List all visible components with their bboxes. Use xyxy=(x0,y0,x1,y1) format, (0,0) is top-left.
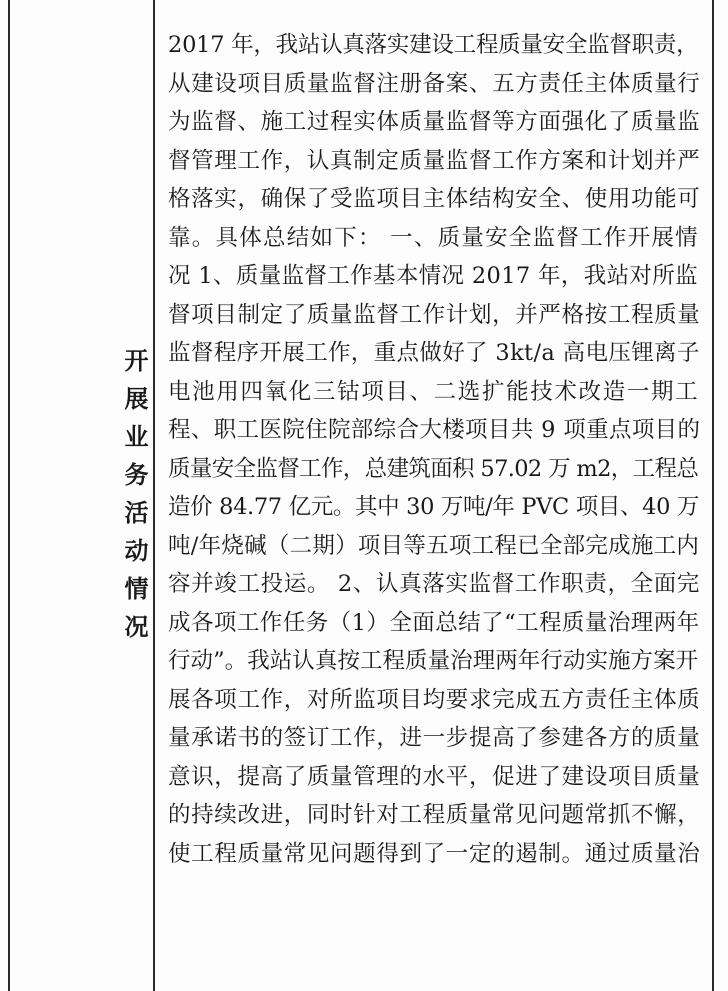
content-cell xyxy=(155,0,712,991)
text-line: 质量安全监督工作，总建筑面积 57.02 万 m2，工程总 xyxy=(168,455,699,482)
text-line: 造价 84.77 亿元。其中 30 万吨/年 PVC 项目、40 万 xyxy=(168,494,700,520)
text-line: 电池用四氧化三钴项目、二选扩能技术改造一期工 xyxy=(168,378,700,405)
text-line: 吨/年烧碱（二期）项目等五项工程已全部完成施工内 xyxy=(168,532,700,559)
text-line: 况 1、质量监督工作基本情况 2017 年，我站对所监 xyxy=(168,263,698,289)
label-cell xyxy=(10,0,155,991)
text-line: 为监督、施工过程实体质量监督等方面强化了质量监 xyxy=(168,109,701,135)
text-line: 容并竣工投运。 2、认真落实监督工作职责，全面完 xyxy=(168,571,701,597)
text-line: 格落实，确保了受监项目主体结构安全、使用功能可 xyxy=(168,186,701,212)
text-line: 成各项工作任务（1）全面总结了“工程质量治理两年 xyxy=(168,609,700,636)
form-table xyxy=(8,0,714,991)
text-line: 意识，提高了质量管理的水平，促进了建设项目质量 xyxy=(168,763,701,790)
text-line: 2017 年，我站认真落实建设工程质量安全监督职责， xyxy=(168,32,699,58)
text-line: 的持续改进，同时针对工程质量常见问题常抓不懈， xyxy=(168,802,701,828)
text-line: 量承诺书的签订工作，进一步提高了参建各方的质量 xyxy=(168,725,701,751)
text-line: 使工程质量常见问题得到了一定的遏制。通过质量治 xyxy=(168,840,701,867)
text-line: 靠。具体总结如下： 一、质量安全监督工作开展情 xyxy=(168,224,699,251)
text-line: 程、职工医院住院部综合大楼项目共 9 项重点项目的 xyxy=(168,417,701,443)
text-line: 从建设项目质量监督注册备案、五方责任主体质量行 xyxy=(168,70,701,97)
text-line: 督项目制定了质量监督工作计划，并严格按工程质量 xyxy=(168,301,701,328)
text-line: 监督程序开展工作，重点做好了 3kt/a 高电压锂离子 xyxy=(168,340,700,366)
text-line: 行动”。我站认真按工程质量治理两年行动实施方案开 xyxy=(168,648,699,674)
content-paragraph xyxy=(168,26,700,873)
row-label: 开展业务活动情况 xyxy=(120,348,148,652)
text-line: 展各项工作，对所监项目均要求完成五方责任主体质 xyxy=(168,686,701,713)
text-line: 督管理工作，认真制定质量监督工作方案和计划并严 xyxy=(168,147,701,174)
